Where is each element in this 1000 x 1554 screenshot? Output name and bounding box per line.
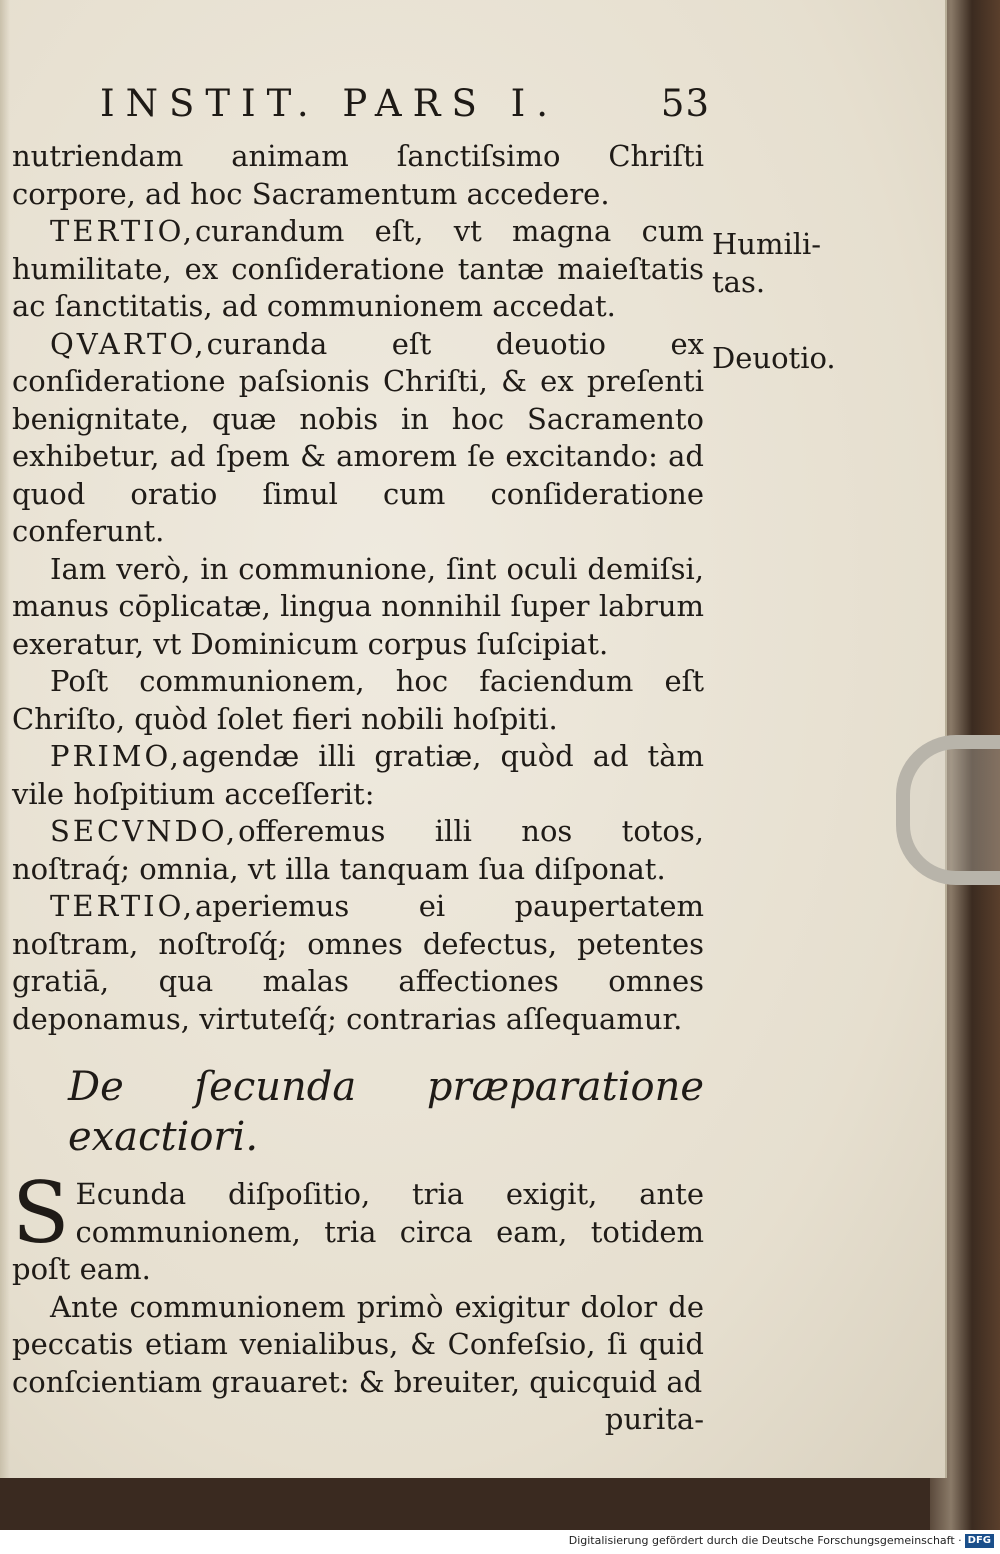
paragraph-8-text: aperiemus ei paupertatem noſtram, noſtroſq́; omnes defectus, petentes gratiā, qua malas affectiones omnes deponamus, virtuteſq́; contrarias aſſequamur. [12, 889, 704, 1036]
margin-note-deuotio: Deuotio. [712, 341, 836, 375]
main-text [12, 138, 704, 1439]
drop-cap: S [12, 1164, 70, 1262]
paragraph-9-text: Ecunda diſpoſitio, tria exigit, ante communionem, tria circa eam, totidem poſt eam. [12, 1177, 704, 1286]
paragraph-4: Iam verò, in communione, ſint oculi demiſsi, manus cōplicatæ, lingua nonnihil ſuper labrum exeratur, vt Dominicum corpus ſuſcipiat. [12, 551, 704, 661]
digitization-credit [569, 1532, 994, 1550]
margin-note-humilitas-1: Humili- [712, 227, 822, 261]
dfg-logo-icon: DFG [965, 1534, 994, 1548]
running-head-title: INSTIT. PARS I. [100, 82, 559, 125]
paragraph-3 [12, 326, 704, 551]
paragraph-9 [12, 1164, 704, 1289]
page-number: 53 [660, 82, 710, 125]
gutter-shadow [0, 0, 10, 1478]
paragraph-3-text: curanda eſt deuotio ex conſideratione paſsionis Chriſti, & ex preſenti benignitate, quæ nobis in hoc Sacramento exhibetur, ad ſpem & amorem ſe excitando: ad quod oratio ſimul cum conſideratione conferunt. [12, 326, 704, 548]
page-clip [896, 735, 1000, 885]
paragraph-5: Poſt communionem, hoc faciendum eſt Chriſto, quòd ſolet fieri nobili hoſpiti. [12, 664, 704, 736]
paragraph-6-text: agendæ illi gratiæ, quòd ad tàm vile hoſpitium acceſſerit: [12, 739, 704, 811]
paragraph-8 [12, 888, 704, 1038]
running-head [100, 82, 710, 132]
paragraph-2-lead: TERTIO, [50, 214, 195, 248]
paragraph-2-text: curandum eſt, vt magna cum humilitate, ex conſideratione tantæ maieſtatis ac ſanctitatis, ad communionem accedat. [12, 214, 704, 323]
paragraph-3-lead: QVARTO, [50, 326, 207, 361]
margin-note-humilitas-2: tas. [712, 265, 766, 299]
paragraph-6-lead: PRIMO, [50, 739, 182, 773]
paragraph-8-lead: TERTIO, [50, 889, 195, 923]
paragraph-7 [12, 813, 704, 888]
credit-text: Digitalisierung gefördert durch die Deutsche Forschungsgemeinschaft · [568, 1534, 962, 1547]
paragraph-7-text: offeremus illi nos totos, noſtraq́; omnia, vt illa tanquam ſua diſponat. [12, 814, 704, 886]
section-heading: De ſecunda præparatione exactiori. [68, 1064, 704, 1160]
paragraph-2 [12, 213, 704, 326]
paragraph-6 [12, 738, 704, 813]
catchword: purita- [604, 1402, 704, 1436]
paragraph-10: Ante communionem primò exigitur dolor de peccatis etiam venialibus, & Confeſsio, ſi quid conſcientiam grauaret: & breuiter, quicquid ad [12, 1289, 704, 1399]
paragraph-7-lead: SECVNDO, [50, 814, 239, 848]
paragraph-1: nutriendam animam ſanctiſsimo Chriſti corpore, ad hoc Sacramentum accedere. [12, 139, 704, 211]
